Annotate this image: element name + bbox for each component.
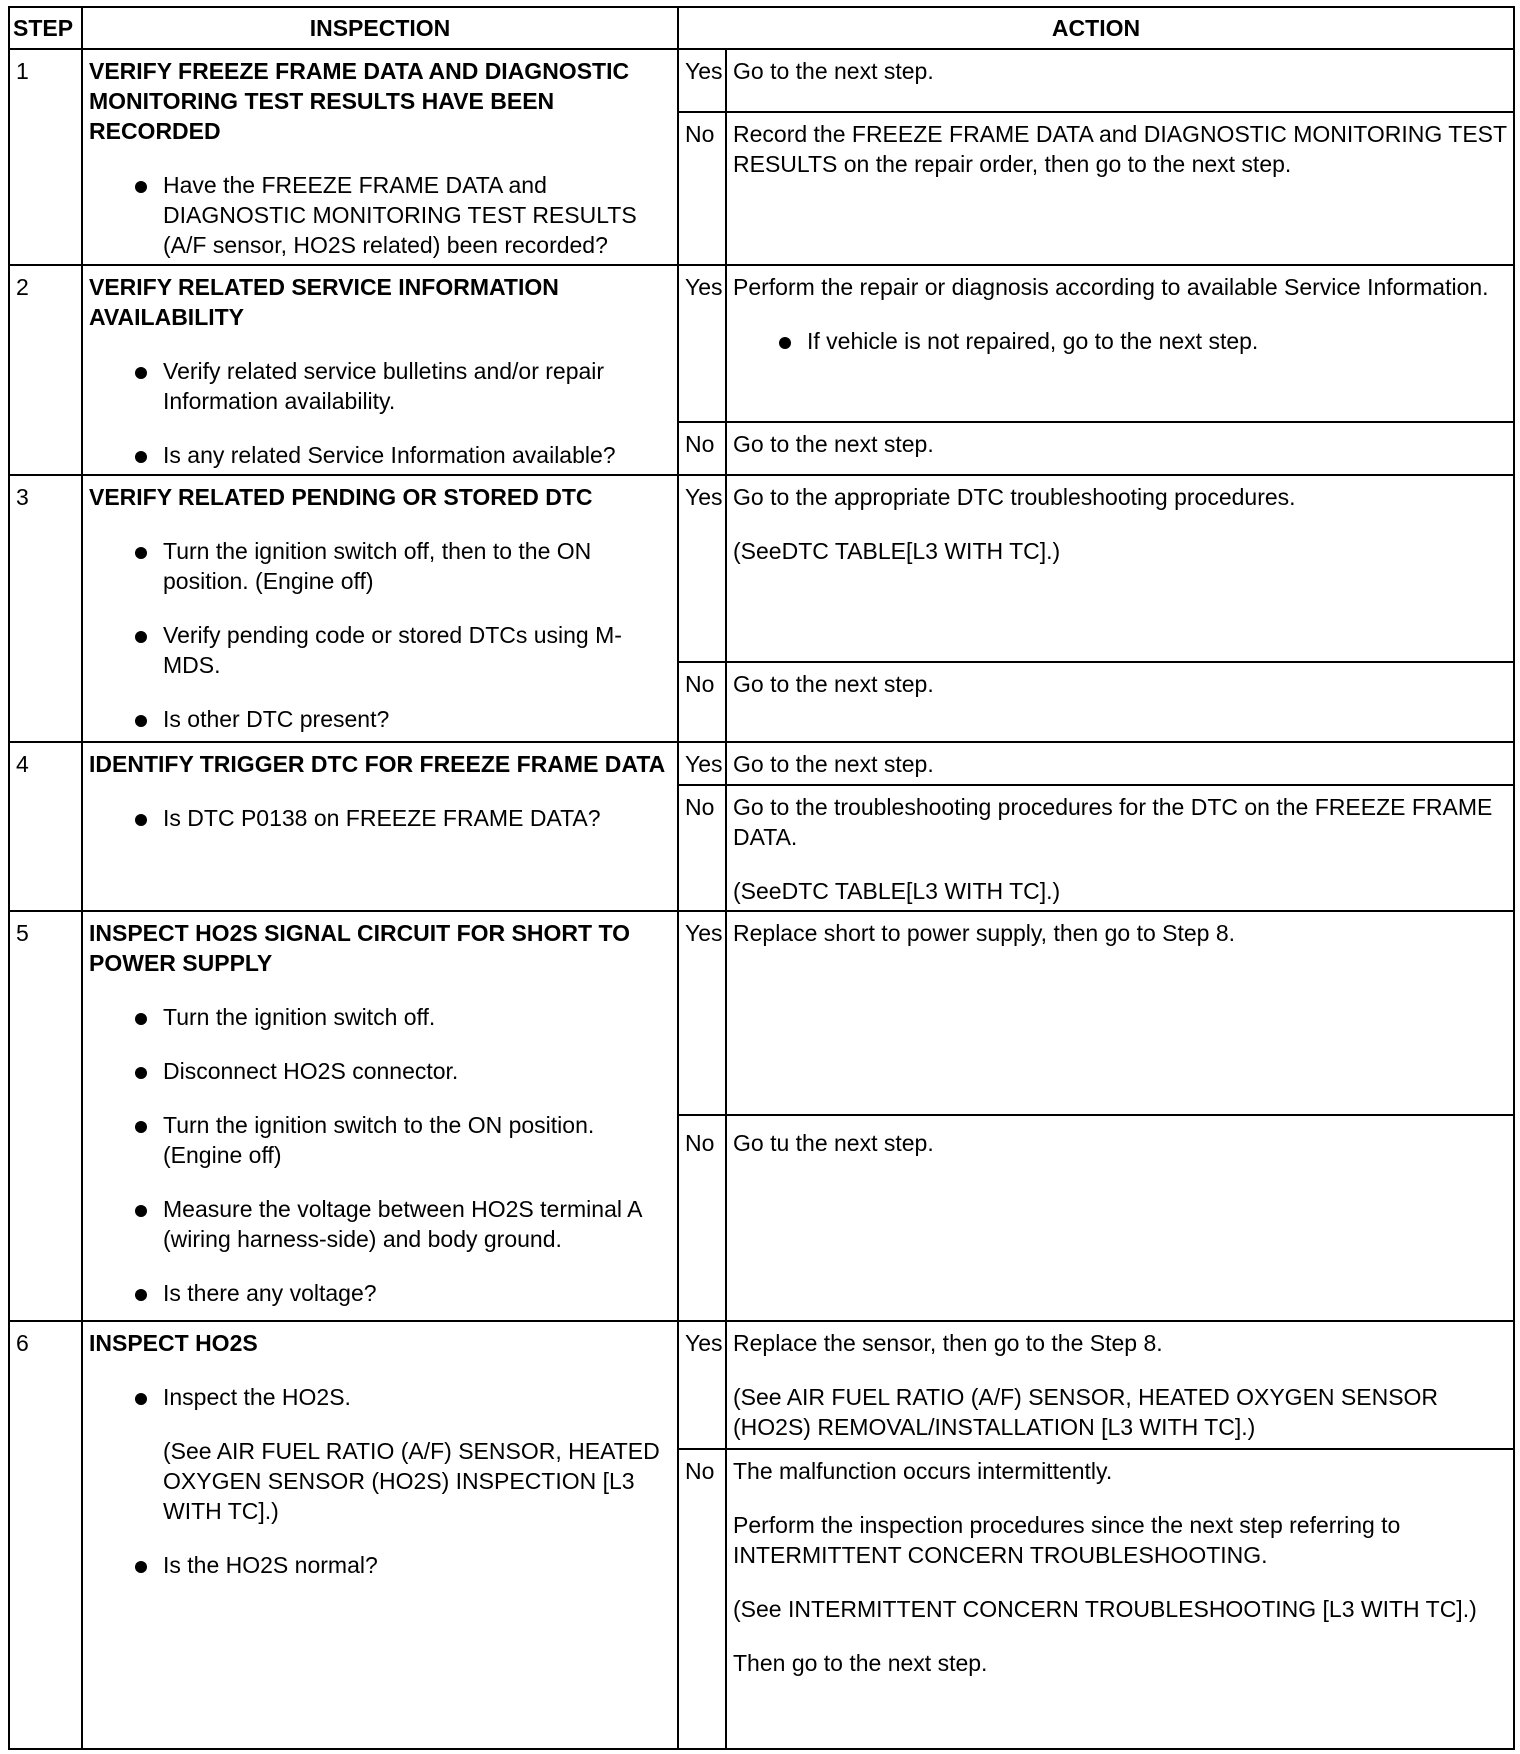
- inspection-item: Measure the voltage between HO2S terminal A (wiring harness-side) and body ground.: [129, 1194, 671, 1254]
- inspection-cell: [82, 1321, 678, 1749]
- inspection-list: [89, 536, 671, 734]
- yes-label: Yes: [678, 1321, 726, 1449]
- inspection-item: Turn the ignition switch off, then to the ON position. (Engine off): [129, 536, 671, 596]
- header-step: STEP: [9, 7, 82, 49]
- step-title: VERIFY RELATED PENDING OR STORED DTC: [89, 484, 593, 510]
- no-label: No: [678, 1115, 726, 1321]
- diagnostic-procedure-table: [8, 6, 1515, 1750]
- inspection-list: [89, 356, 671, 470]
- no-action: [726, 422, 1514, 475]
- step-3-yes-row: [9, 475, 1514, 662]
- action-text: Replace short to power supply, then go to Step 8.: [733, 920, 1236, 946]
- no-action: [726, 1449, 1514, 1749]
- step-title: IDENTIFY TRIGGER DTC FOR FREEZE FRAME DATA: [89, 751, 666, 777]
- no-label: No: [678, 785, 726, 911]
- action-text: Go to the next step.: [733, 751, 934, 777]
- action-text: Go to the appropriate DTC troubleshooting procedures.: [733, 484, 1296, 510]
- action-list: [733, 326, 1507, 356]
- yes-label: Yes: [678, 49, 726, 112]
- no-action: [726, 785, 1514, 911]
- yes-label: Yes: [678, 911, 726, 1115]
- action-text: Go to the next step.: [733, 671, 934, 697]
- yes-label: Yes: [678, 742, 726, 785]
- inspection-item-text: Inspect the HO2S.: [163, 1384, 351, 1410]
- step-number: 1: [9, 49, 82, 265]
- action-text: Replace the sensor, then go to the Step 8.: [733, 1330, 1163, 1356]
- action-text: Go to the troubleshooting procedures for the DTC on the FREEZE FRAME DATA.: [733, 794, 1493, 850]
- header-inspection: INSPECTION: [82, 7, 678, 49]
- no-label: No: [678, 422, 726, 475]
- yes-label: Yes: [678, 475, 726, 662]
- inspection-item: Is other DTC present?: [129, 704, 671, 734]
- action-reference: (See INTERMITTENT CONCERN TROUBLESHOOTING [L3 WITH TC].): [733, 1596, 1477, 1622]
- inspection-list: [89, 1002, 671, 1308]
- yes-action: [726, 265, 1514, 422]
- yes-action: [726, 911, 1514, 1115]
- action-reference: (SeeDTC TABLE[L3 WITH TC].): [733, 538, 1061, 564]
- step-4-yes-row: [9, 742, 1514, 785]
- inspection-list: [89, 803, 671, 833]
- inspection-cell: [82, 475, 678, 742]
- action-text: Record the FREEZE FRAME DATA and DIAGNOSTIC MONITORING TEST RESULTS on the repair order, then go to the next step.: [733, 121, 1507, 178]
- step-2-yes-row: [9, 265, 1514, 422]
- action-text: The malfunction occurs intermittently.: [733, 1458, 1113, 1484]
- inspection-item: Is the HO2S normal?: [129, 1550, 671, 1580]
- no-label: No: [678, 662, 726, 742]
- no-action: [726, 662, 1514, 742]
- step-title: VERIFY RELATED SERVICE INFORMATION AVAILABILITY: [89, 274, 559, 330]
- inspection-item: Is DTC P0138 on FREEZE FRAME DATA?: [129, 803, 671, 833]
- step-6-yes-row: [9, 1321, 1514, 1449]
- step-number: 4: [9, 742, 82, 911]
- step-title: INSPECT HO2S: [89, 1330, 258, 1356]
- yes-action: [726, 1321, 1514, 1449]
- step-title: INSPECT HO2S SIGNAL CIRCUIT FOR SHORT TO POWER SUPPLY: [89, 920, 630, 976]
- action-text: Then go to the next step.: [733, 1650, 988, 1676]
- step-1-yes-row: [9, 49, 1514, 112]
- action-text: Go to the next step.: [733, 430, 934, 457]
- inspection-item: [129, 1382, 671, 1526]
- action-text: Go tu the next step.: [733, 1130, 934, 1156]
- no-label: No: [678, 112, 726, 265]
- step-number: 5: [9, 911, 82, 1321]
- action-text: Perform the inspection procedures since the next step referring to INTERMITTENT CONCERN TROUBLESHOOTING.: [733, 1512, 1401, 1568]
- step-title: VERIFY FREEZE FRAME DATA AND DIAGNOSTIC MONITORING TEST RESULTS HAVE BEEN RECORDED: [89, 58, 630, 144]
- inspection-list: [89, 170, 671, 260]
- inspection-item: Turn the ignition switch off.: [129, 1002, 671, 1032]
- action-item: If vehicle is not repaired, go to the next step.: [773, 326, 1507, 356]
- action-text: Perform the repair or diagnosis according to available Service Information.: [733, 274, 1489, 300]
- inspection-cell: [82, 265, 678, 475]
- inspection-item: Is any related Service Information available?: [129, 440, 671, 470]
- header-action: ACTION: [678, 7, 1514, 49]
- step-number: 2: [9, 265, 82, 475]
- step-number: 6: [9, 1321, 82, 1749]
- no-action: [726, 112, 1514, 265]
- action-text: Go to the next step.: [733, 58, 934, 84]
- yes-action: [726, 475, 1514, 662]
- inspection-cell: [82, 911, 678, 1321]
- inspection-item: Have the FREEZE FRAME DATA and DIAGNOSTIC MONITORING TEST RESULTS (A/F sensor, HO2S related) been recorded?: [129, 170, 671, 260]
- inspection-cell: [82, 742, 678, 911]
- inspection-cell: [82, 49, 678, 265]
- header-row: [9, 7, 1514, 49]
- step-5-yes-row: [9, 911, 1514, 1115]
- yes-action: [726, 49, 1514, 112]
- yes-action: [726, 742, 1514, 785]
- inspection-item: Disconnect HO2S connector.: [129, 1056, 671, 1086]
- action-reference: (See AIR FUEL RATIO (A/F) SENSOR, HEATED OXYGEN SENSOR (HO2S) REMOVAL/INSTALLATION [L3 WITH TC].): [733, 1384, 1439, 1440]
- inspection-item: Is there any voltage?: [129, 1278, 671, 1308]
- inspection-item: Verify related service bulletins and/or repair Information availability.: [129, 356, 671, 416]
- inspection-reference: (See AIR FUEL RATIO (A/F) SENSOR, HEATED OXYGEN SENSOR (HO2S) INSPECTION [L3 WITH TC].): [163, 1438, 660, 1524]
- no-action: [726, 1115, 1514, 1321]
- step-number: 3: [9, 475, 82, 742]
- inspection-item: Verify pending code or stored DTCs using M-MDS.: [129, 620, 671, 680]
- yes-label: Yes: [678, 265, 726, 422]
- inspection-list: [89, 1382, 671, 1580]
- inspection-item: Turn the ignition switch to the ON position. (Engine off): [129, 1110, 671, 1170]
- action-reference: (SeeDTC TABLE[L3 WITH TC].): [733, 878, 1061, 904]
- no-label: No: [678, 1449, 726, 1749]
